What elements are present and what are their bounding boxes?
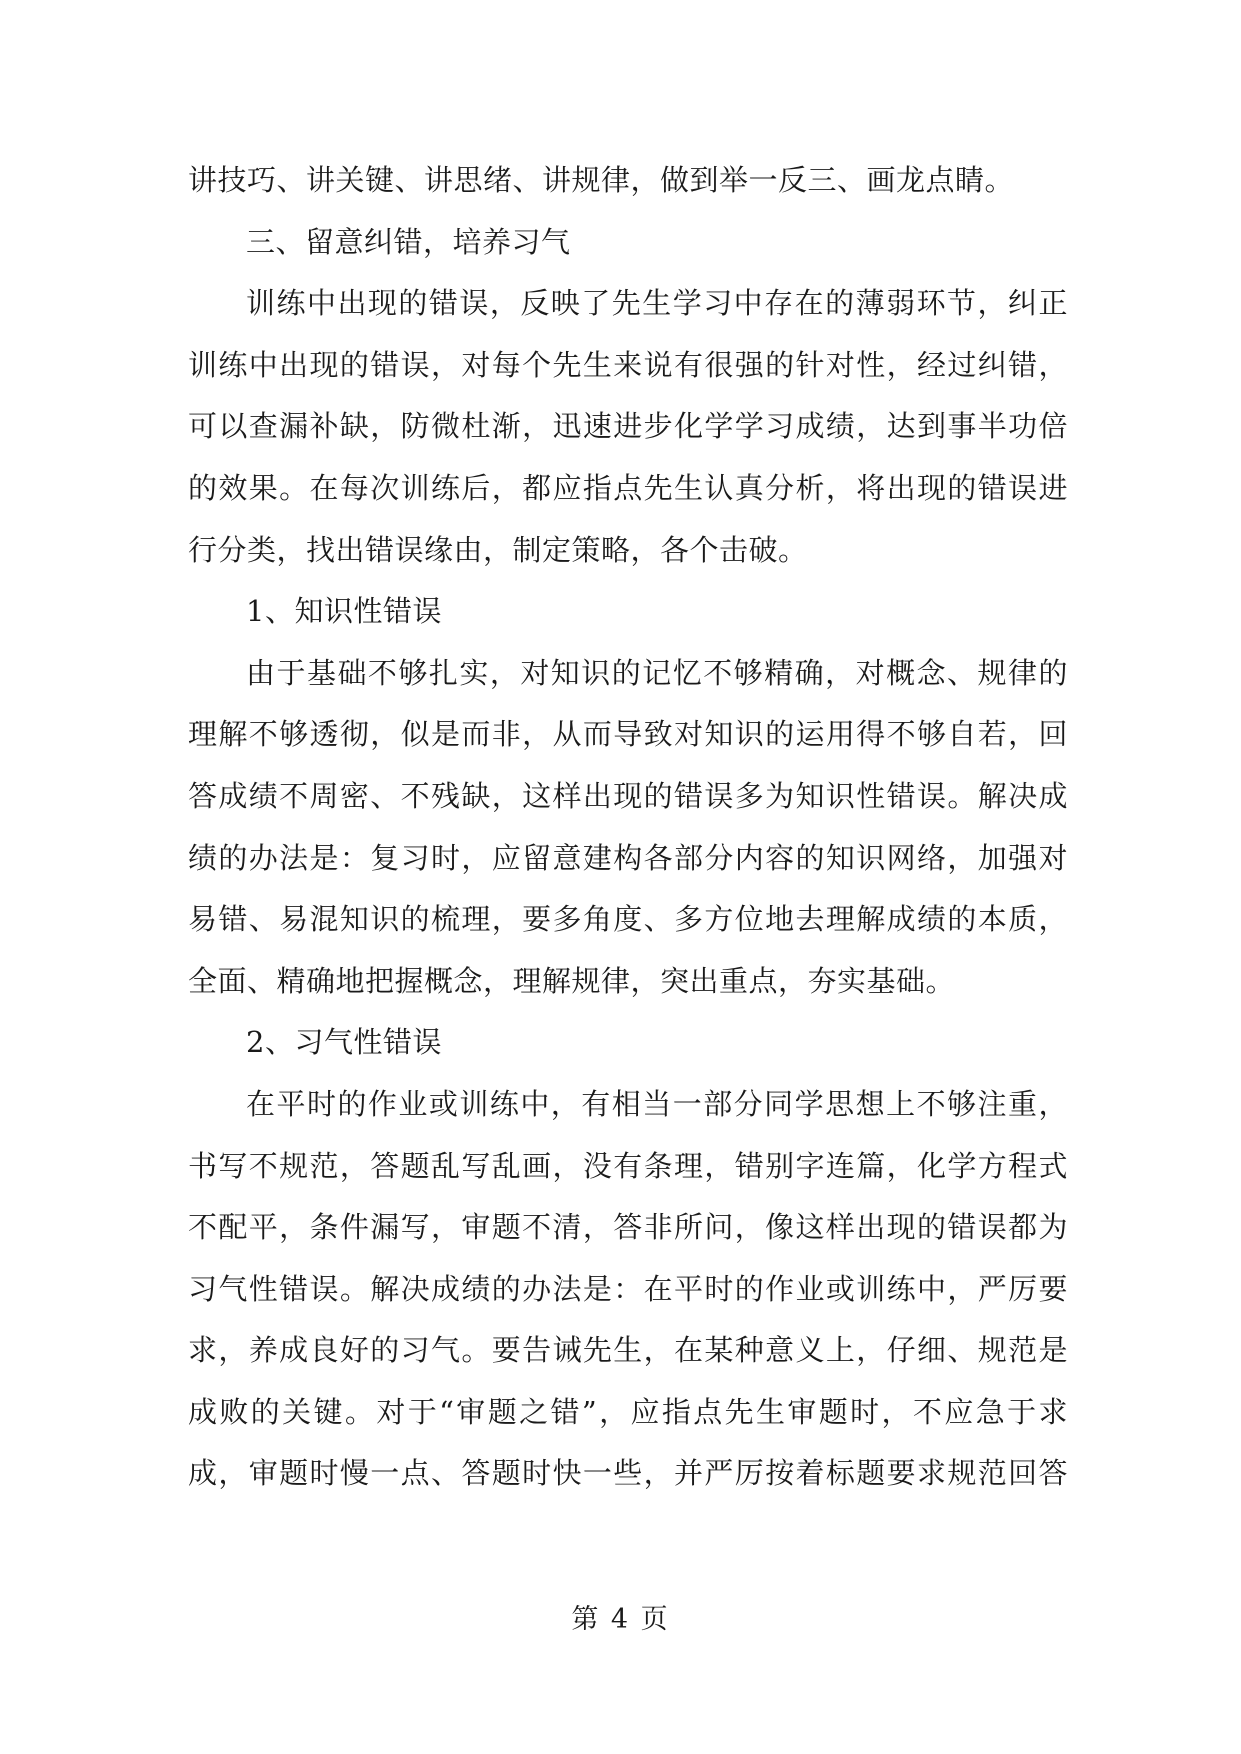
text-line: 答成绩不周密、不残缺，这样出现的错误多为知识性错误。解决成	[188, 778, 1068, 813]
text-line: 不配平，条件漏写，审题不清，答非所问，像这样出现的错误都为	[188, 1210, 1068, 1245]
text-line: 训练中出现的错误，反映了先生学习中存在的薄弱环节，纠正	[246, 286, 1068, 321]
body-text	[188, 150, 1068, 1505]
text-line: 全面、精确地把握概念，理解规律，突出重点，夯实基础。	[188, 963, 956, 998]
text-line: 三、留意纠错，培养习气	[246, 224, 571, 259]
text-line: 易错、易混知识的梳理，要多角度、多方位地去理解成绩的本质，	[188, 902, 1068, 937]
text-line: 求，养成良好的习气。要告诫先生，在某种意义上，仔细、规范是	[188, 1333, 1068, 1368]
text-line: 可以查漏补缺，防微杜渐，迅速进步化学学习成绩，达到事半功倍	[188, 409, 1068, 444]
text-line: 2、习气性错误	[246, 1025, 442, 1060]
text-line: 由于基础不够扎实，对知识的记忆不够精确，对概念、规律的	[246, 655, 1068, 690]
text-line: 行分类，找出错误缘由，制定策略，各个击破。	[188, 532, 808, 567]
text-line: 成败的关键。对于“审题之错”，应指点先生审题时，不应急于求	[188, 1394, 1068, 1429]
text-line: 成，审题时慢一点、答题时快一些，并严厉按着标题要求规范回答	[188, 1456, 1068, 1491]
text-line: 1、知识性错误	[246, 594, 442, 629]
text-line: 绩的办法是：复习时，应留意建构各部分内容的知识网络，加强对	[188, 840, 1068, 875]
text-line: 的效果。在每次训练后，都应指点先生认真分析，将出现的错误进	[188, 470, 1068, 505]
text-line: 训练中出现的错误，对每个先生来说有很强的针对性，经过纠错，	[188, 347, 1068, 382]
text-line: 理解不够透彻，似是而非，从而导致对知识的运用得不够自若，回	[188, 717, 1068, 752]
text-line: 在平时的作业或训练中，有相当一部分同学思想上不够注重，	[246, 1086, 1068, 1121]
text-line: 习气性错误。解决成绩的办法是：在平时的作业或训练中，严厉要	[188, 1271, 1068, 1306]
text-line: 讲技巧、讲关键、讲思绪、讲规律，做到举一反三、画龙点睛。	[188, 163, 1015, 197]
text-line: 书写不规范，答题乱写乱画，没有条理，错别字连篇，化学方程式	[188, 1148, 1068, 1183]
page-footer: 第 4 页	[571, 1604, 670, 1635]
